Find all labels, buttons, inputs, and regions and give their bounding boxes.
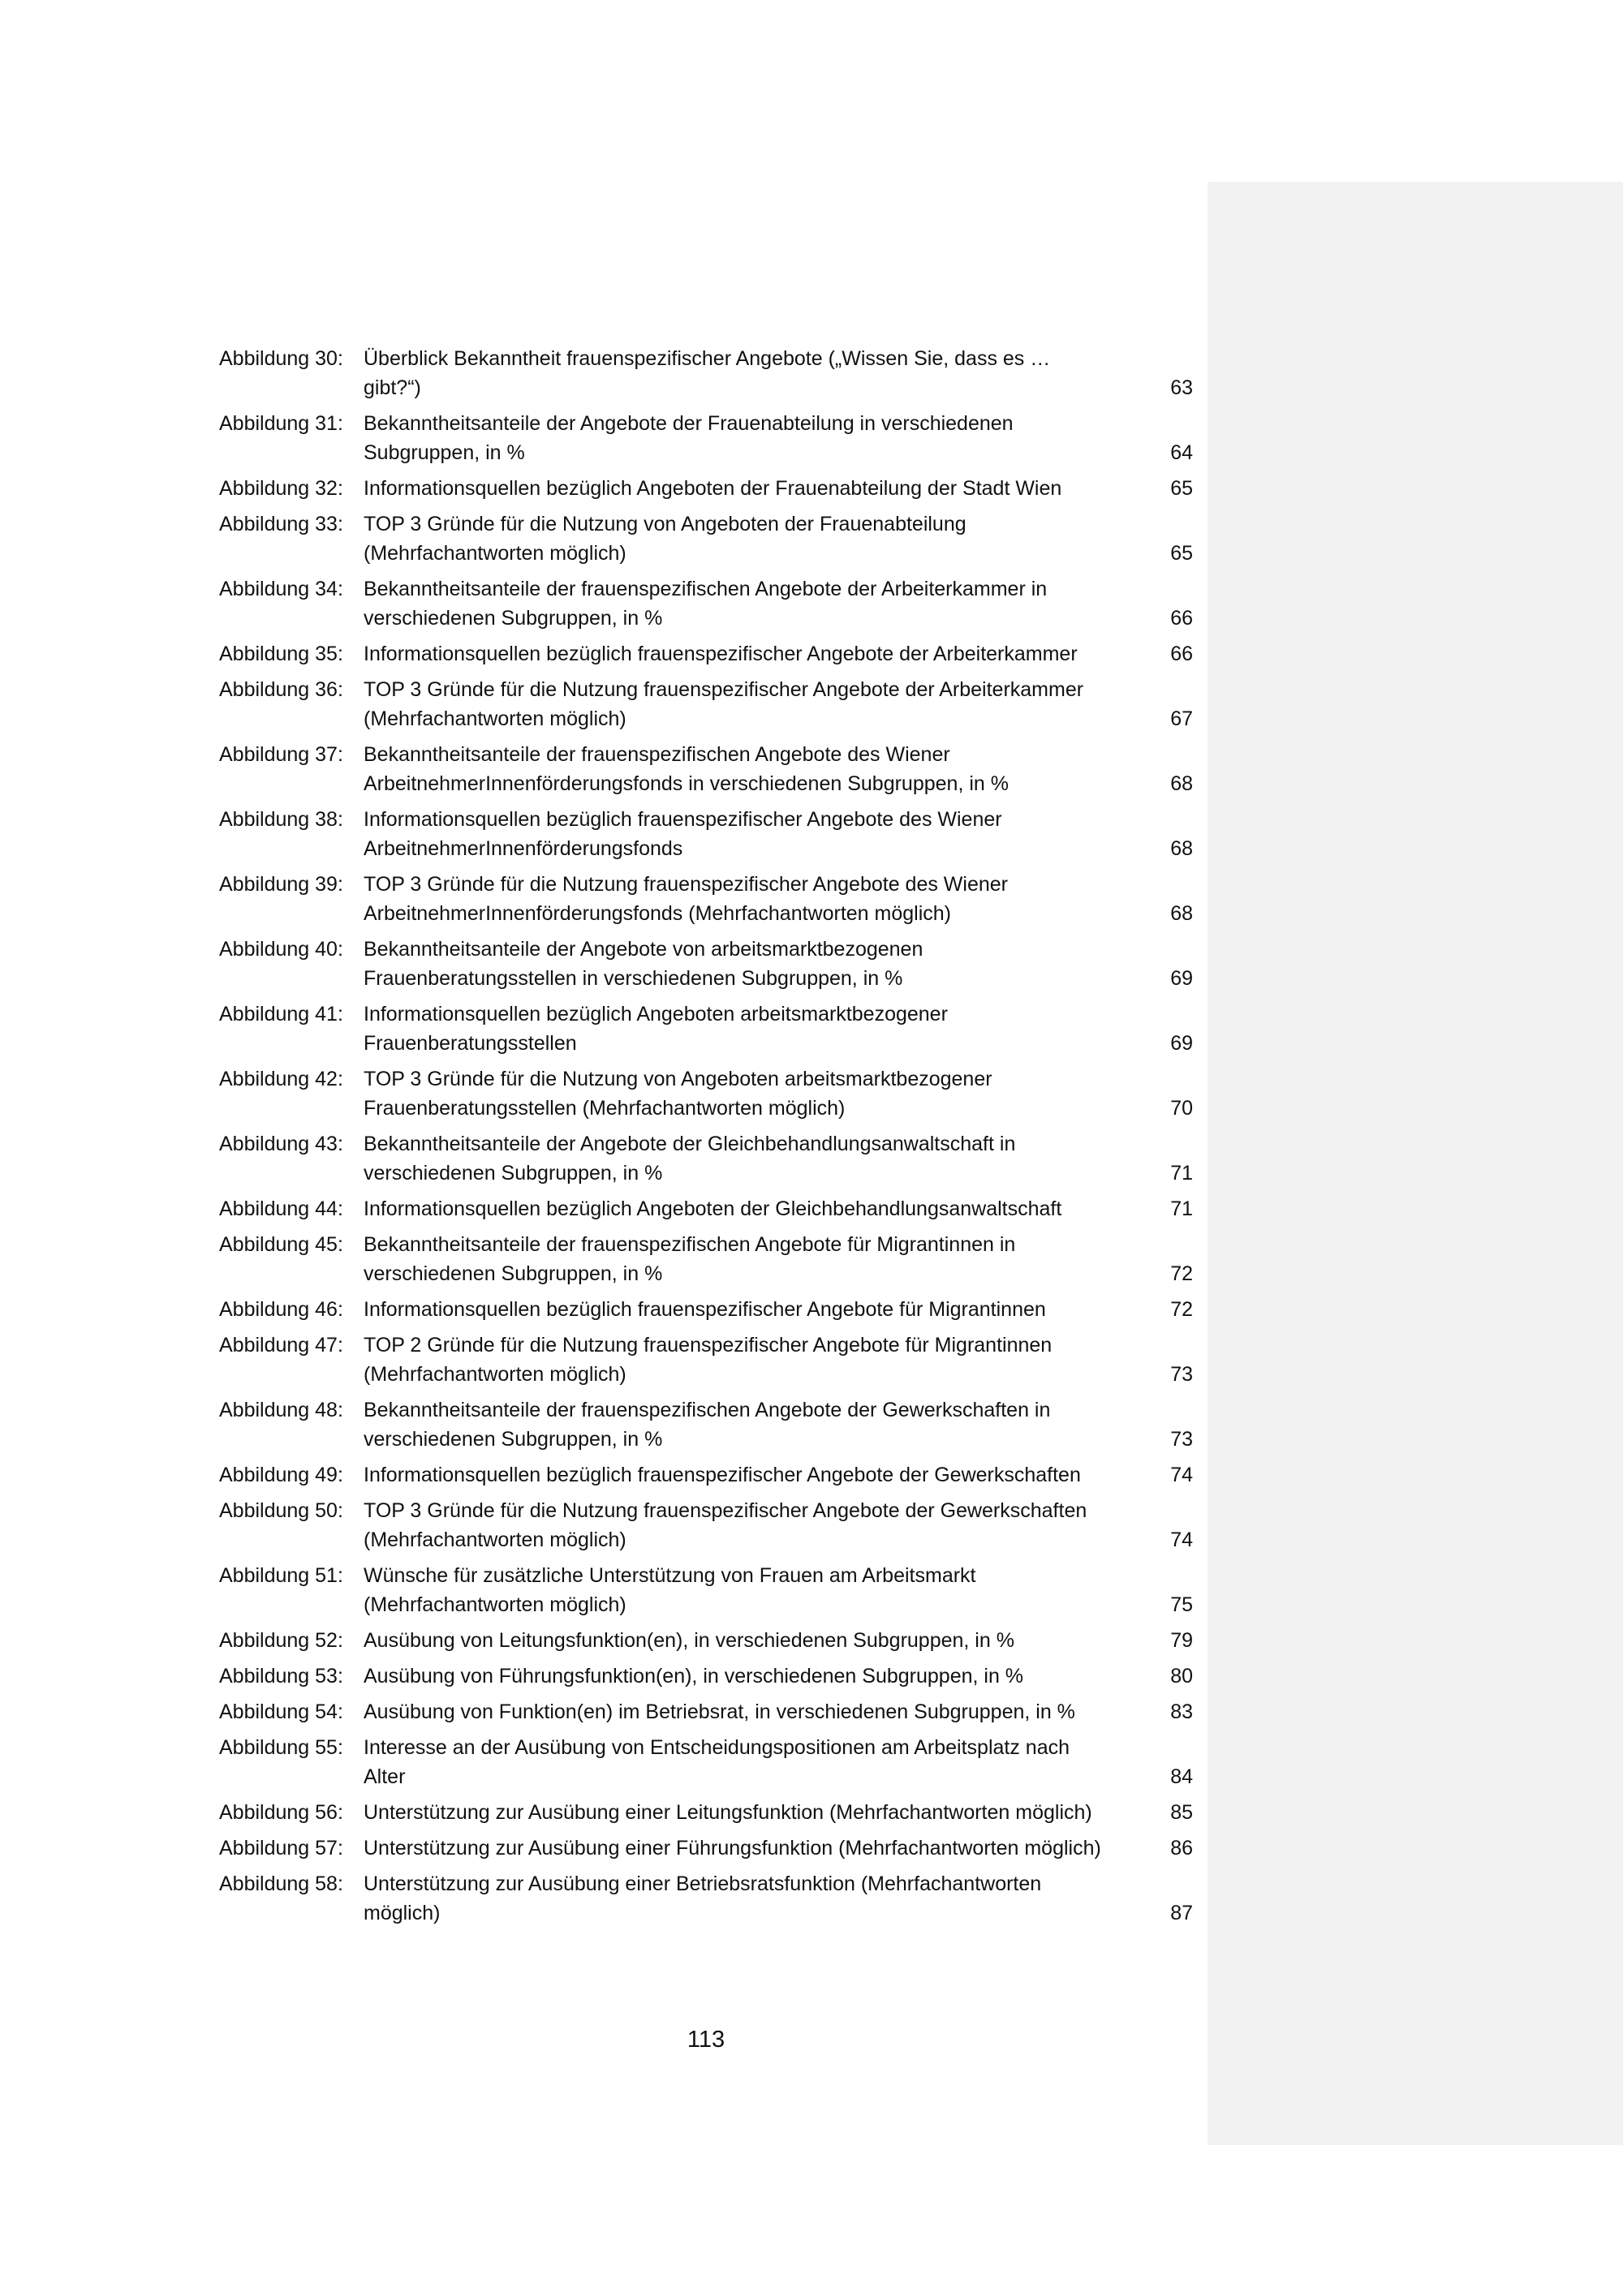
figure-page-number: 66 bbox=[1170, 643, 1193, 665]
figure-entry[interactable] bbox=[219, 639, 1193, 669]
figure-title-line: (Mehrfachantworten möglich) bbox=[364, 1363, 626, 1386]
figure-page-number: 63 bbox=[1170, 376, 1193, 399]
figure-title bbox=[364, 409, 1110, 467]
figure-entry[interactable] bbox=[219, 1496, 1193, 1554]
figure-title-line: Bekanntheitsanteile der frauenspezifischen Angebote des Wiener bbox=[364, 743, 950, 766]
figure-title-line: Informationsquellen bezüglich Angeboten arbeitsmarktbezogener bbox=[364, 1003, 948, 1025]
figure-title bbox=[364, 1626, 1110, 1655]
figure-entry[interactable] bbox=[219, 1064, 1193, 1123]
figure-page-number: 85 bbox=[1170, 1801, 1193, 1824]
figure-title-line: Informationsquellen bezüglich frauenspezifischer Angebote für Migrantinnen bbox=[364, 1298, 1046, 1321]
figure-label: Abbildung 43: bbox=[219, 1133, 343, 1155]
figure-title bbox=[364, 675, 1110, 733]
figure-label: Abbildung 47: bbox=[219, 1334, 343, 1357]
figure-title-line: Frauenberatungsstellen in verschiedenen Subgruppen, in % bbox=[364, 967, 903, 990]
figure-entry[interactable] bbox=[219, 574, 1193, 633]
figure-title bbox=[364, 1834, 1110, 1863]
figure-entry[interactable] bbox=[219, 510, 1193, 568]
figure-page-number: 68 bbox=[1170, 837, 1193, 860]
figure-label: Abbildung 39: bbox=[219, 873, 343, 896]
figure-entry[interactable] bbox=[219, 1194, 1193, 1223]
figure-title-line: Bekanntheitsanteile der frauenspezifischen Angebote der Arbeiterkammer in bbox=[364, 578, 1048, 600]
figure-page-number: 65 bbox=[1170, 477, 1193, 500]
figure-entry[interactable] bbox=[219, 1869, 1193, 1928]
figure-page-number: 71 bbox=[1170, 1162, 1193, 1185]
figure-page-number: 73 bbox=[1170, 1428, 1193, 1451]
figure-page-number: 72 bbox=[1170, 1298, 1193, 1321]
figure-label: Abbildung 49: bbox=[219, 1464, 343, 1486]
figure-title-line: Ausübung von Leitungsfunktion(en), in verschiedenen Subgruppen, in % bbox=[364, 1629, 1014, 1652]
figure-title bbox=[364, 1331, 1110, 1389]
figure-entry[interactable] bbox=[219, 1395, 1193, 1454]
figure-title bbox=[364, 1662, 1110, 1691]
figure-label: Abbildung 48: bbox=[219, 1399, 343, 1421]
figure-label: Abbildung 44: bbox=[219, 1197, 343, 1220]
figure-title-line: Unterstützung zur Ausübung einer Leitungsfunktion (Mehrfachantworten möglich) bbox=[364, 1801, 1092, 1824]
figure-title-line: (Mehrfachantworten möglich) bbox=[364, 542, 626, 565]
figure-page-number: 86 bbox=[1170, 1837, 1193, 1860]
figure-label: Abbildung 58: bbox=[219, 1872, 343, 1895]
figure-title-line: Ausübung von Funktion(en) im Betriebsrat, in verschiedenen Subgruppen, in % bbox=[364, 1701, 1075, 1723]
figure-title-line: Interesse an der Ausübung von Entscheidungspositionen am Arbeitsplatz nach bbox=[364, 1736, 1070, 1759]
figure-label: Abbildung 56: bbox=[219, 1801, 343, 1824]
figure-entry[interactable] bbox=[219, 344, 1193, 402]
figure-page-number: 74 bbox=[1170, 1529, 1193, 1551]
figure-title bbox=[364, 344, 1110, 402]
figure-entry[interactable] bbox=[219, 1798, 1193, 1827]
figure-entry[interactable] bbox=[219, 1626, 1193, 1655]
figure-page-number: 67 bbox=[1170, 707, 1193, 730]
figure-title-line: Bekanntheitsanteile der Angebote der Frauenabteilung in verschiedenen bbox=[364, 412, 1014, 435]
figure-title-line: Informationsquellen bezüglich Angeboten der Gleichbehandlungsanwaltschaft bbox=[364, 1197, 1062, 1220]
figure-entry[interactable] bbox=[219, 870, 1193, 928]
figure-title bbox=[364, 1561, 1110, 1619]
figure-label: Abbildung 50: bbox=[219, 1499, 343, 1522]
figure-entry[interactable] bbox=[219, 1295, 1193, 1324]
figure-title-line: Frauenberatungsstellen (Mehrfachantworten möglich) bbox=[364, 1097, 846, 1120]
figure-title bbox=[364, 510, 1110, 568]
figure-page-number: 70 bbox=[1170, 1097, 1193, 1120]
figure-title-line: TOP 3 Gründe für die Nutzung frauenspezifischer Angebote der Gewerkschaften bbox=[364, 1499, 1087, 1522]
figure-label: Abbildung 35: bbox=[219, 643, 343, 665]
figure-entry[interactable] bbox=[219, 1460, 1193, 1490]
figure-entry[interactable] bbox=[219, 474, 1193, 503]
figure-title-line: ArbeitnehmerInnenförderungsfonds bbox=[364, 837, 683, 860]
figure-label: Abbildung 41: bbox=[219, 1003, 343, 1025]
figure-title-line: gibt?“) bbox=[364, 376, 421, 399]
figure-title bbox=[364, 1064, 1110, 1123]
figure-page-number: 74 bbox=[1170, 1464, 1193, 1486]
figure-title-line: (Mehrfachantworten möglich) bbox=[364, 1529, 626, 1551]
figure-entry[interactable] bbox=[219, 1733, 1193, 1791]
figure-title bbox=[364, 1295, 1110, 1324]
figure-page-number: 87 bbox=[1170, 1902, 1193, 1924]
figure-title bbox=[364, 639, 1110, 669]
figure-title-line: ArbeitnehmerInnenförderungsfonds (Mehrfachantworten möglich) bbox=[364, 902, 951, 925]
figure-label: Abbildung 30: bbox=[219, 347, 343, 370]
figure-title-line: Alter bbox=[364, 1765, 406, 1788]
figure-title-line: Informationsquellen bezüglich Angeboten der Frauenabteilung der Stadt Wien bbox=[364, 477, 1062, 500]
figure-title-line: Bekanntheitsanteile der frauenspezifischen Angebote für Migrantinnen in bbox=[364, 1233, 1016, 1256]
figure-label: Abbildung 37: bbox=[219, 743, 343, 766]
figure-label: Abbildung 55: bbox=[219, 1736, 343, 1759]
figure-title-line: Informationsquellen bezüglich frauenspezifischer Angebote der Gewerkschaften bbox=[364, 1464, 1081, 1486]
figure-page-number: 80 bbox=[1170, 1665, 1193, 1688]
figure-title-line: ArbeitnehmerInnenförderungsfonds in verschiedenen Subgruppen, in % bbox=[364, 772, 1009, 795]
figure-title-line: TOP 3 Gründe für die Nutzung frauenspezifischer Angebote des Wiener bbox=[364, 873, 1008, 896]
figure-entry[interactable] bbox=[219, 675, 1193, 733]
figure-entry[interactable] bbox=[219, 935, 1193, 993]
figure-page-number: 66 bbox=[1170, 607, 1193, 630]
figure-page-number: 64 bbox=[1170, 441, 1193, 464]
figure-label: Abbildung 34: bbox=[219, 578, 343, 600]
figure-title-line: Bekanntheitsanteile der frauenspezifischen Angebote der Gewerkschaften in bbox=[364, 1399, 1051, 1421]
figure-title bbox=[364, 1230, 1110, 1288]
figure-title-line: Unterstützung zur Ausübung einer Führungsfunktion (Mehrfachantworten möglich) bbox=[364, 1837, 1101, 1860]
figure-page-number: 69 bbox=[1170, 967, 1193, 990]
figure-entry[interactable] bbox=[219, 1697, 1193, 1726]
figure-label: Abbildung 53: bbox=[219, 1665, 343, 1688]
figure-title bbox=[364, 1496, 1110, 1554]
figure-title-line: verschiedenen Subgruppen, in % bbox=[364, 1428, 663, 1451]
page-number: 113 bbox=[687, 2027, 725, 2053]
comment-margin-pane bbox=[1208, 182, 1623, 2145]
figure-title bbox=[364, 935, 1110, 993]
figure-page-number: 79 bbox=[1170, 1629, 1193, 1652]
figure-title-line: Ausübung von Führungsfunktion(en), in verschiedenen Subgruppen, in % bbox=[364, 1665, 1024, 1688]
figure-title-line: (Mehrfachantworten möglich) bbox=[364, 707, 626, 730]
figure-entry[interactable] bbox=[219, 409, 1193, 467]
figure-page-number: 72 bbox=[1170, 1262, 1193, 1285]
figure-title bbox=[364, 1733, 1110, 1791]
figure-title bbox=[364, 1194, 1110, 1223]
figure-title-line: TOP 3 Gründe für die Nutzung frauenspezifischer Angebote der Arbeiterkammer bbox=[364, 678, 1084, 701]
figure-entry[interactable] bbox=[219, 1662, 1193, 1691]
figure-title-line: TOP 3 Gründe für die Nutzung von Angeboten arbeitsmarktbezogener bbox=[364, 1068, 992, 1090]
figure-title-line: Informationsquellen bezüglich frauenspezifischer Angebote der Arbeiterkammer bbox=[364, 643, 1078, 665]
figure-entry[interactable] bbox=[219, 1561, 1193, 1619]
figure-page-number: 65 bbox=[1170, 542, 1193, 565]
figure-label: Abbildung 45: bbox=[219, 1233, 343, 1256]
figure-title-line: Subgruppen, in % bbox=[364, 441, 525, 464]
figure-page-number: 73 bbox=[1170, 1363, 1193, 1386]
figure-page-number: 71 bbox=[1170, 1197, 1193, 1220]
figure-title-line: Bekanntheitsanteile der Angebote von arbeitsmarktbezogenen bbox=[364, 938, 923, 961]
figure-title bbox=[364, 805, 1110, 863]
figure-label: Abbildung 46: bbox=[219, 1298, 343, 1321]
figure-label: Abbildung 36: bbox=[219, 678, 343, 701]
figure-title bbox=[364, 1697, 1110, 1726]
figure-entry[interactable] bbox=[219, 1000, 1193, 1058]
figure-label: Abbildung 51: bbox=[219, 1564, 343, 1587]
figure-title bbox=[364, 1129, 1110, 1188]
figure-title bbox=[364, 1460, 1110, 1490]
figure-title bbox=[364, 1000, 1110, 1058]
figure-title bbox=[364, 474, 1110, 503]
figure-page-number: 69 bbox=[1170, 1032, 1193, 1055]
figure-label: Abbildung 38: bbox=[219, 808, 343, 831]
figure-label: Abbildung 54: bbox=[219, 1701, 343, 1723]
figure-title bbox=[364, 1395, 1110, 1454]
figure-page-number: 84 bbox=[1170, 1765, 1193, 1788]
figure-entry[interactable] bbox=[219, 1129, 1193, 1188]
figure-title bbox=[364, 1869, 1110, 1928]
figure-label: Abbildung 42: bbox=[219, 1068, 343, 1090]
figure-title bbox=[364, 870, 1110, 928]
figure-entry[interactable] bbox=[219, 1834, 1193, 1863]
figure-label: Abbildung 40: bbox=[219, 938, 343, 961]
figure-title-line: verschiedenen Subgruppen, in % bbox=[364, 607, 663, 630]
figure-title-line: verschiedenen Subgruppen, in % bbox=[364, 1262, 663, 1285]
figure-title bbox=[364, 740, 1110, 798]
figure-title-line: Informationsquellen bezüglich frauenspezifischer Angebote des Wiener bbox=[364, 808, 1002, 831]
figure-label: Abbildung 52: bbox=[219, 1629, 343, 1652]
figure-page-number: 83 bbox=[1170, 1701, 1193, 1723]
figure-label: Abbildung 31: bbox=[219, 412, 343, 435]
figure-title-line: (Mehrfachantworten möglich) bbox=[364, 1593, 626, 1616]
figure-title-line: TOP 2 Gründe für die Nutzung frauenspezifischer Angebote für Migrantinnen bbox=[364, 1334, 1053, 1357]
figure-title-line: verschiedenen Subgruppen, in % bbox=[364, 1162, 663, 1185]
figure-label: Abbildung 32: bbox=[219, 477, 343, 500]
figure-title-line: möglich) bbox=[364, 1902, 441, 1924]
figure-title-line: Frauenberatungsstellen bbox=[364, 1032, 577, 1055]
figure-page-number: 75 bbox=[1170, 1593, 1193, 1616]
figure-entry[interactable] bbox=[219, 805, 1193, 863]
figure-title-line: Bekanntheitsanteile der Angebote der Gleichbehandlungsanwaltschaft in bbox=[364, 1133, 1016, 1155]
figure-title-line: Wünsche für zusätzliche Unterstützung von Frauen am Arbeitsmarkt bbox=[364, 1564, 976, 1587]
figure-label: Abbildung 57: bbox=[219, 1837, 343, 1860]
figure-title-line: Überblick Bekanntheit frauenspezifischer Angebote („Wissen Sie, dass es … bbox=[364, 347, 1051, 370]
figure-title bbox=[364, 1798, 1110, 1827]
figure-list bbox=[219, 344, 1193, 1934]
figure-page-number: 68 bbox=[1170, 902, 1193, 925]
figure-title bbox=[364, 574, 1110, 633]
figure-entry[interactable] bbox=[219, 740, 1193, 798]
figure-label: Abbildung 33: bbox=[219, 513, 343, 535]
figure-title-line: TOP 3 Gründe für die Nutzung von Angeboten der Frauenabteilung bbox=[364, 513, 966, 535]
figure-title-line: Unterstützung zur Ausübung einer Betriebsratsfunktion (Mehrfachantworten bbox=[364, 1872, 1042, 1895]
figure-entry[interactable] bbox=[219, 1230, 1193, 1288]
figure-entry[interactable] bbox=[219, 1331, 1193, 1389]
figure-page-number: 68 bbox=[1170, 772, 1193, 795]
